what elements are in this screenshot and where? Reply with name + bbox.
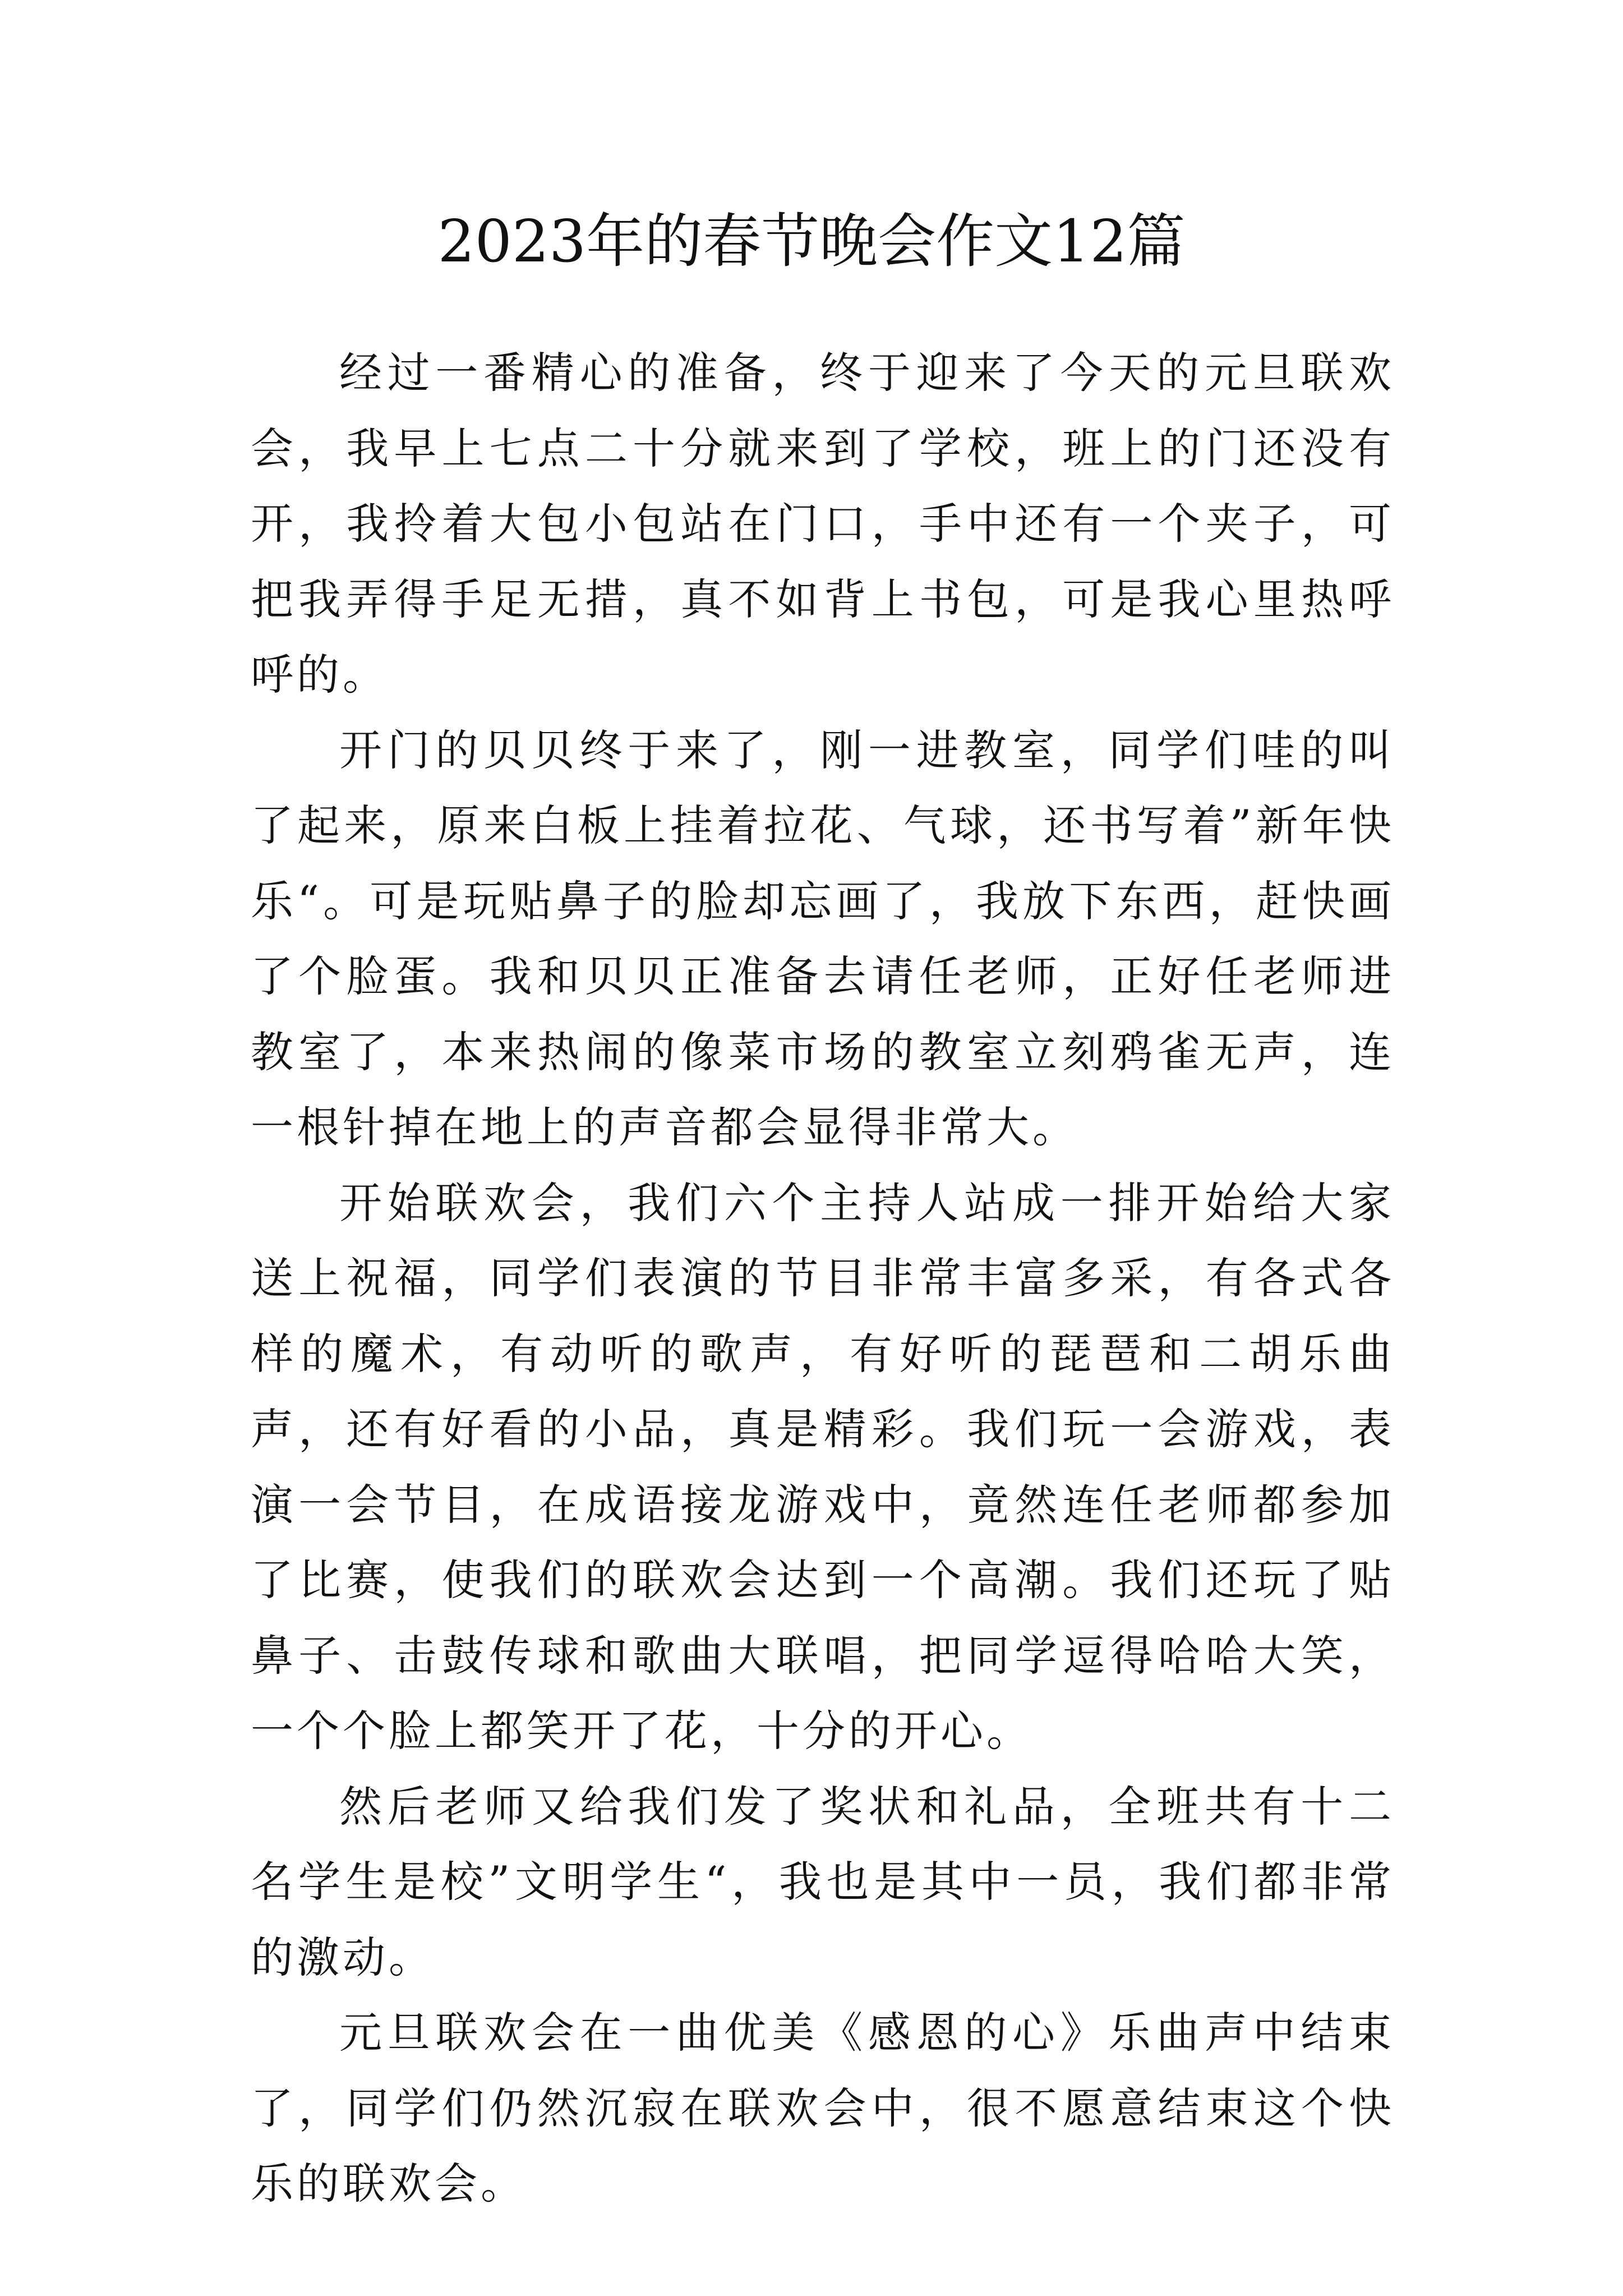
document-body (251, 335, 1395, 2222)
document-title: 2023年的春节晚会作文12篇 (437, 207, 1186, 275)
paragraph-5: 元旦联欢会在一曲优美《感恩的心》乐曲声中结束了，同学们仍然沉寂在联欢会中，很不愿意结束这个快乐的联欢会。 (251, 2008, 1395, 2208)
paragraph-3: 开始联欢会，我们六个主持人站成一排开始给大家送上祝福，同学们表演的节目非常丰富多采，有各式各样的魔术，有动听的歌声，有好听的琵琶和二胡乐曲声，还有好看的小品，真是精彩。我们玩一会游戏，表演一会节目，在成语接龙游戏中，竟然连任老师都参加了比赛，使我们的联欢会达到一个高潮。我们还玩了贴鼻子、击鼓传球和歌曲大联唱，把同学逗得哈哈大笑，一个个脸上都笑开了花，十分的开心。 (251, 1177, 1395, 1756)
paragraph-1: 经过一番精心的准备，终于迎来了今天的元旦联欢会，我早上七点二十分就来到了学校，班上的门还没有开，我拎着大包小包站在门口，手中还有一个夹子，可把我弄得手足无措，真不如背上书包，可是我心里热呼呼的。 (251, 348, 1395, 700)
paragraph-4: 然后老师又给我们发了奖状和礼品，全班共有十二名学生是校”文明学生“，我也是其中一员，我们都非常的激动。 (251, 1781, 1395, 1982)
paragraph-2: 开门的贝贝终于来了，刚一进教室，同学们哇的叫了起来，原来白板上挂着拉花、气球，还书写着”新年快乐“。可是玩贴鼻子的脸却忘画了，我放下东西，赶快画了个脸蛋。我和贝贝正准备去请任老师，正好任老师进教室了，本来热闹的像菜市场的教室立刻鸦雀无声，连一根针掉在地上的声音都会显得非常大。 (251, 725, 1395, 1152)
